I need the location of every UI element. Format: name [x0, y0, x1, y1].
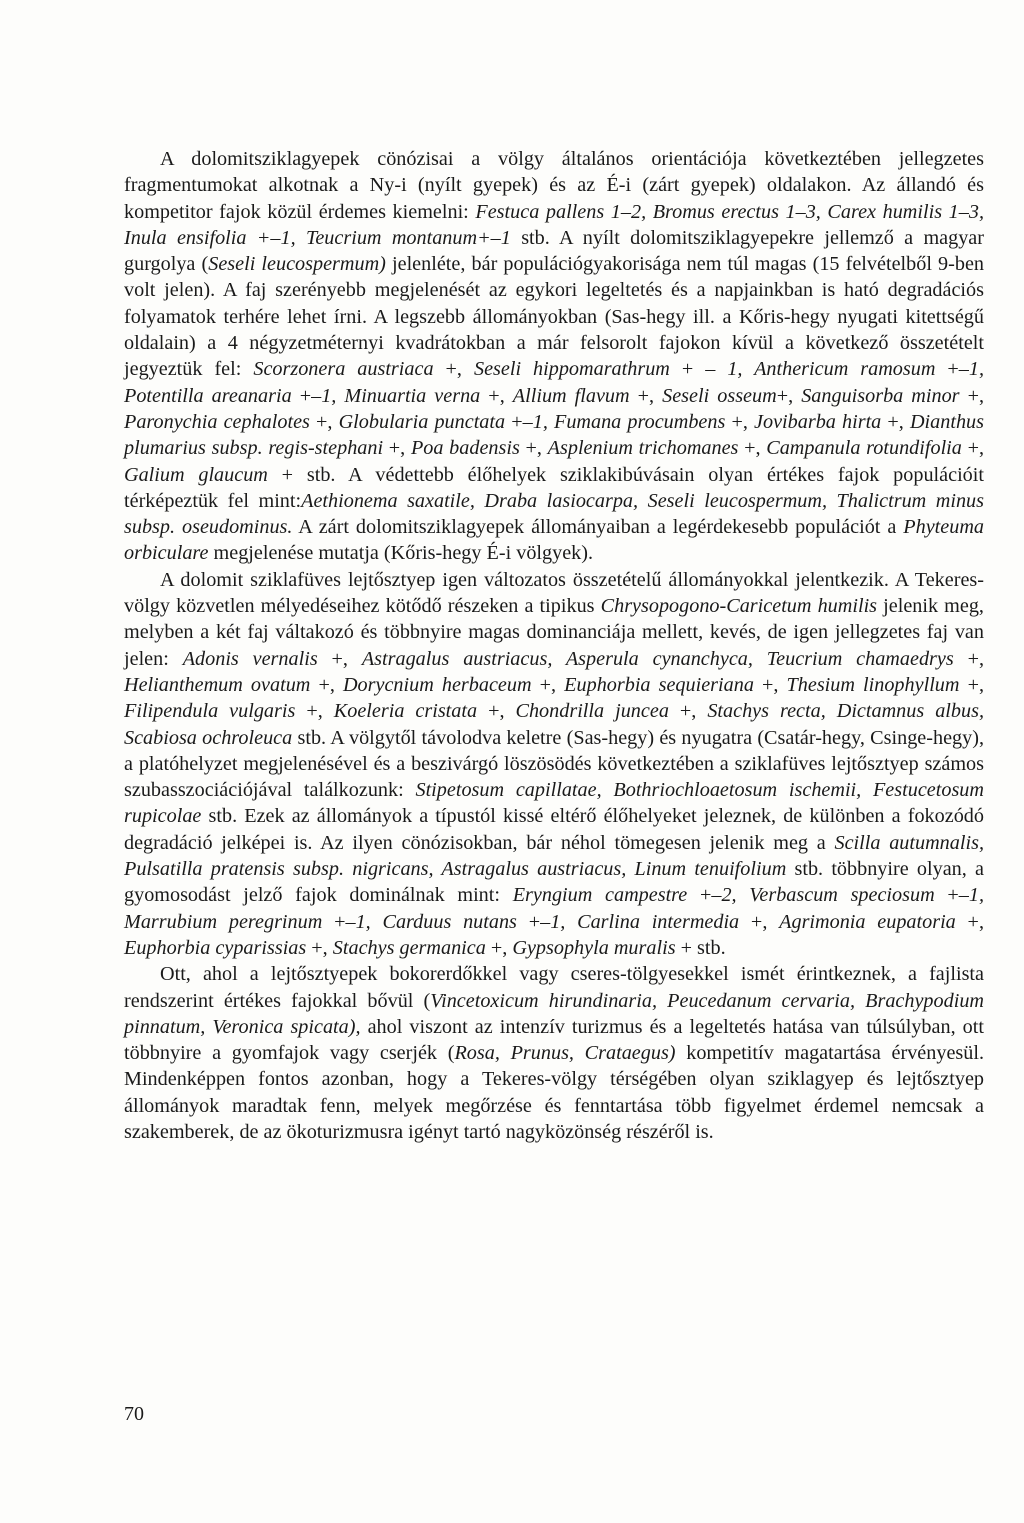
text-run: +, — [309, 410, 339, 433]
species-name: Scorzonera austriaca — [253, 358, 434, 381]
species-name: Chrysopogono-Caricetum humilis — [600, 595, 878, 618]
species-name: Campanula rotundifolia — [766, 437, 962, 460]
text-run: +, — [383, 437, 411, 460]
text-run: + — [505, 410, 523, 433]
paragraph — [124, 961, 984, 1145]
species-name: Dorycnium herbaceum — [342, 673, 532, 696]
text-run: +, — [955, 910, 984, 933]
text-run: Ott, ahol a lejtősztyepek bokorerdőkkel vagy cseres-tölgyesekkel ismét érintkeznek, a fajlista rendszerint értékes fajokkal bővül ( — [124, 963, 984, 1012]
text-run: stb. A nyílt dolomitsziklagyepekre jellemző a magyar gurgolya ( — [124, 226, 984, 276]
species-name: –1, Fumana procumbens — [522, 410, 726, 433]
species-name: Eryngium campestre — [512, 884, 688, 907]
species-name: Chondrilla juncea — [515, 700, 669, 723]
text-run: +, — [295, 700, 334, 723]
text-run: +, — [477, 700, 516, 723]
text-run: +, — [961, 437, 985, 460]
text-run: +, — [776, 384, 802, 407]
species-name: Euphorbia cyparissias — [124, 936, 307, 959]
text-run: +, — [310, 673, 343, 696]
text-run: + — [935, 358, 959, 381]
text-run: +, — [629, 384, 663, 407]
text-run: + — [516, 910, 541, 933]
text-run: + — [687, 884, 712, 907]
text-run: + — [322, 910, 346, 933]
text-run: kompetitív magatartása érvényesül. Mindenképpen fontos azonban, hogy a Tekeres-völgy térségében olyan sziklagyep és lejtősztyep állományok maradtak fenn, melyek megőrzése és fenntartása több figyelmet érdemel nemcsak a szakemberek, de az ökoturizmusra igényt tartó nagyközönség részéről is. — [124, 1042, 985, 1143]
species-name: Scilla autumnalis, Pulsatilla pratensis subsp. nigricans, Astragalus austriacus, Linum tenuifolium — [124, 831, 984, 881]
text-run: stb. A völgytől távolodva keletre (Sas-hegy) és nyugatra (Csatár-hegy, Csinge-hegy), a platóhelyzet megjelenésével és a beszivárgó löszösödés következtében a sziklafüves lejtősztyep számos szubasszociációjával találkozunk: — [124, 726, 984, 802]
paragraph — [124, 146, 984, 567]
text-run: +, — [959, 384, 985, 407]
species-name: Phyteuma orbiculare — [124, 516, 984, 565]
text-run: megjelenése mutatja (Kőris-hegy É-i völgyek). — [208, 542, 594, 565]
species-name: Paronychia cephalotes — [124, 410, 310, 433]
species-name: Galium glaucum — [124, 463, 268, 486]
text-run: stb. többnyire olyan, a gyomosodást jelző fajok dominálnak mint: — [124, 858, 984, 907]
species-name: –1, Marrubium peregrinum — [124, 884, 984, 933]
text-run: + — [934, 884, 959, 907]
text-run: jelenléte, bár populációgyakorisága nem túl magas (15 felvételből 9-ben volt jelen). A faj szerényebb megjelenését az egykori legeltetés és a napjainkban is ható degradációs folyamatok terhére lehet írni. A legszebb állományokban (Sas-hegy ill. a Kőris-hegy nyugati kitettségű oldalain) a 4 négyzetméternyi kvadrátokban a már felsorolt fajokon kívül a következő összetételt jegyeztük fel: — [124, 253, 985, 381]
species-name: Stipetosum capillatae, Bothriochloaetosum ischemii, Festucetosum rupicolae — [124, 779, 984, 828]
text-run: +, — [485, 936, 513, 959]
species-name: Vincetoxicum hirundinaria, Peucedanum cervaria, Brachypodium pinnatum, Veronica spicata), — [124, 989, 984, 1038]
species-name: –1, Potentilla areanaria — [124, 358, 985, 407]
paragraph — [124, 567, 984, 961]
text-run: +, — [306, 936, 333, 959]
text-run: +, — [739, 910, 780, 933]
species-name: Globularia punctata — [338, 410, 506, 433]
text-run: +, — [668, 700, 708, 723]
text-run: +, — [881, 410, 910, 433]
species-name: 1, Anthericum ramosum — [727, 358, 936, 381]
species-name: Allium flavum — [512, 384, 630, 407]
species-name: Euphorbia sequieriana — [564, 673, 754, 696]
text-run: +, — [480, 384, 513, 407]
text-run: jelenik meg, melyben a két faj váltakozó és többnyire magas dominanciája mellett, kevés, de igen jellegzetes faj van jelen: — [124, 595, 984, 670]
text-run: A dolomit sziklafüves lejtősztyep igen változatos összetételű állományokkal jelentkezik. A Tekeres-völgy közvetlen mélyedéseihez kötődő részeken a tipikus — [124, 568, 984, 618]
species-name: Seseli leucospermum) — [208, 253, 386, 276]
text-run: A zárt dolomitsziklagyepek állományaiban a legérdekesebb populációt a — [292, 516, 904, 539]
text-run: ahol viszont az intenzív turizmus és a legeltetés hatása van túlsúlyban, ott többnyire a gyomfajok vagy cserjék ( — [124, 1015, 984, 1065]
text-run: +, — [317, 647, 362, 670]
species-name: Aethionema saxatile, Draba lasiocarpa, Seseli leucospermum, Thalictrum minus subsp. oseudominus. — [124, 489, 984, 539]
species-name: Festuca pallens 1–2, Bromus erectus 1–3, Carex humilis 1–3, Inula ensifolia +–1, Teucrium montanum+–1 — [124, 200, 984, 249]
species-name: Jovibarba hirta — [754, 410, 882, 433]
text-run: A dolomitsziklagyepek cönózisai a völgy általános orientációja következtében jellegzetes fragmentumokat alkotnak a Ny-i (nyílt gyepek) és az É-i (zárt gyepek) oldalakon. Az állandó és kompetitor fajok közül érdemes kiemelni: — [124, 148, 984, 223]
species-name: –1, Minuartia verna — [311, 384, 481, 407]
species-name: Rosa, Prunus, Crataegus) — [454, 1042, 676, 1065]
page-number: 70 — [124, 1403, 144, 1425]
species-name: Adonis vernalis — [182, 647, 318, 670]
species-name: Seseli hippomarathrum — [473, 358, 670, 381]
text-run: stb. Ezek az állományok a típustól kissé eltérő élőhelyeket jeleznek, de különben a fokozódó degradáció jelképei is. Az ilyen cönózisokban, bár néhol tömegesen jelenik meg a — [124, 805, 984, 854]
text-run: +, — [519, 437, 548, 460]
species-name: Stachys recta, Dictamnus albus, Scabiosa ochroleuca — [124, 700, 984, 749]
species-name: Poa badensis — [410, 437, 520, 460]
text-run: +, — [959, 673, 984, 696]
species-name: Helianthemum ovatum — [124, 673, 311, 696]
body-text — [124, 146, 984, 1145]
species-name: Sanguisorba minor — [801, 384, 960, 407]
text-run: +, — [738, 437, 767, 460]
species-name: –2, Verbascum speciosum — [711, 884, 935, 907]
text-run: +, — [531, 673, 565, 696]
species-name: Thesium linophyllum — [786, 673, 960, 696]
text-run: +, — [953, 647, 985, 670]
species-name: Stachys germanica — [332, 936, 486, 959]
species-name: Dianthus plumarius subsp. regis-stephani — [124, 410, 984, 460]
text-run: +, — [725, 410, 755, 433]
species-name: Filipendula vulgaris — [124, 700, 296, 723]
species-name: Agrimonia eupatoria — [779, 910, 956, 933]
text-run: + stb. A védettebb élőhelyek sziklakibúvásain olyan értékes fajok populációit térképeztük fel mint: — [124, 463, 984, 512]
species-name: Astragalus austriacus, Asperula cynanchyca, Teucrium chamaedrys — [361, 647, 954, 670]
text-run: + – — [669, 358, 728, 381]
species-name: Asplenium trichomanes — [547, 437, 739, 460]
species-name: Koeleria cristata — [333, 700, 478, 723]
text-run: + — [291, 384, 312, 407]
species-name: –1, Carlina intermedia — [540, 910, 740, 933]
text-run: +, — [433, 358, 474, 381]
text-run: + stb. — [675, 936, 726, 959]
text-run: +, — [753, 673, 787, 696]
species-name: Seseli osseum — [662, 384, 777, 407]
species-name: –1, Carduus nutans — [345, 910, 517, 933]
species-name: Gypsophyla muralis — [512, 936, 676, 959]
